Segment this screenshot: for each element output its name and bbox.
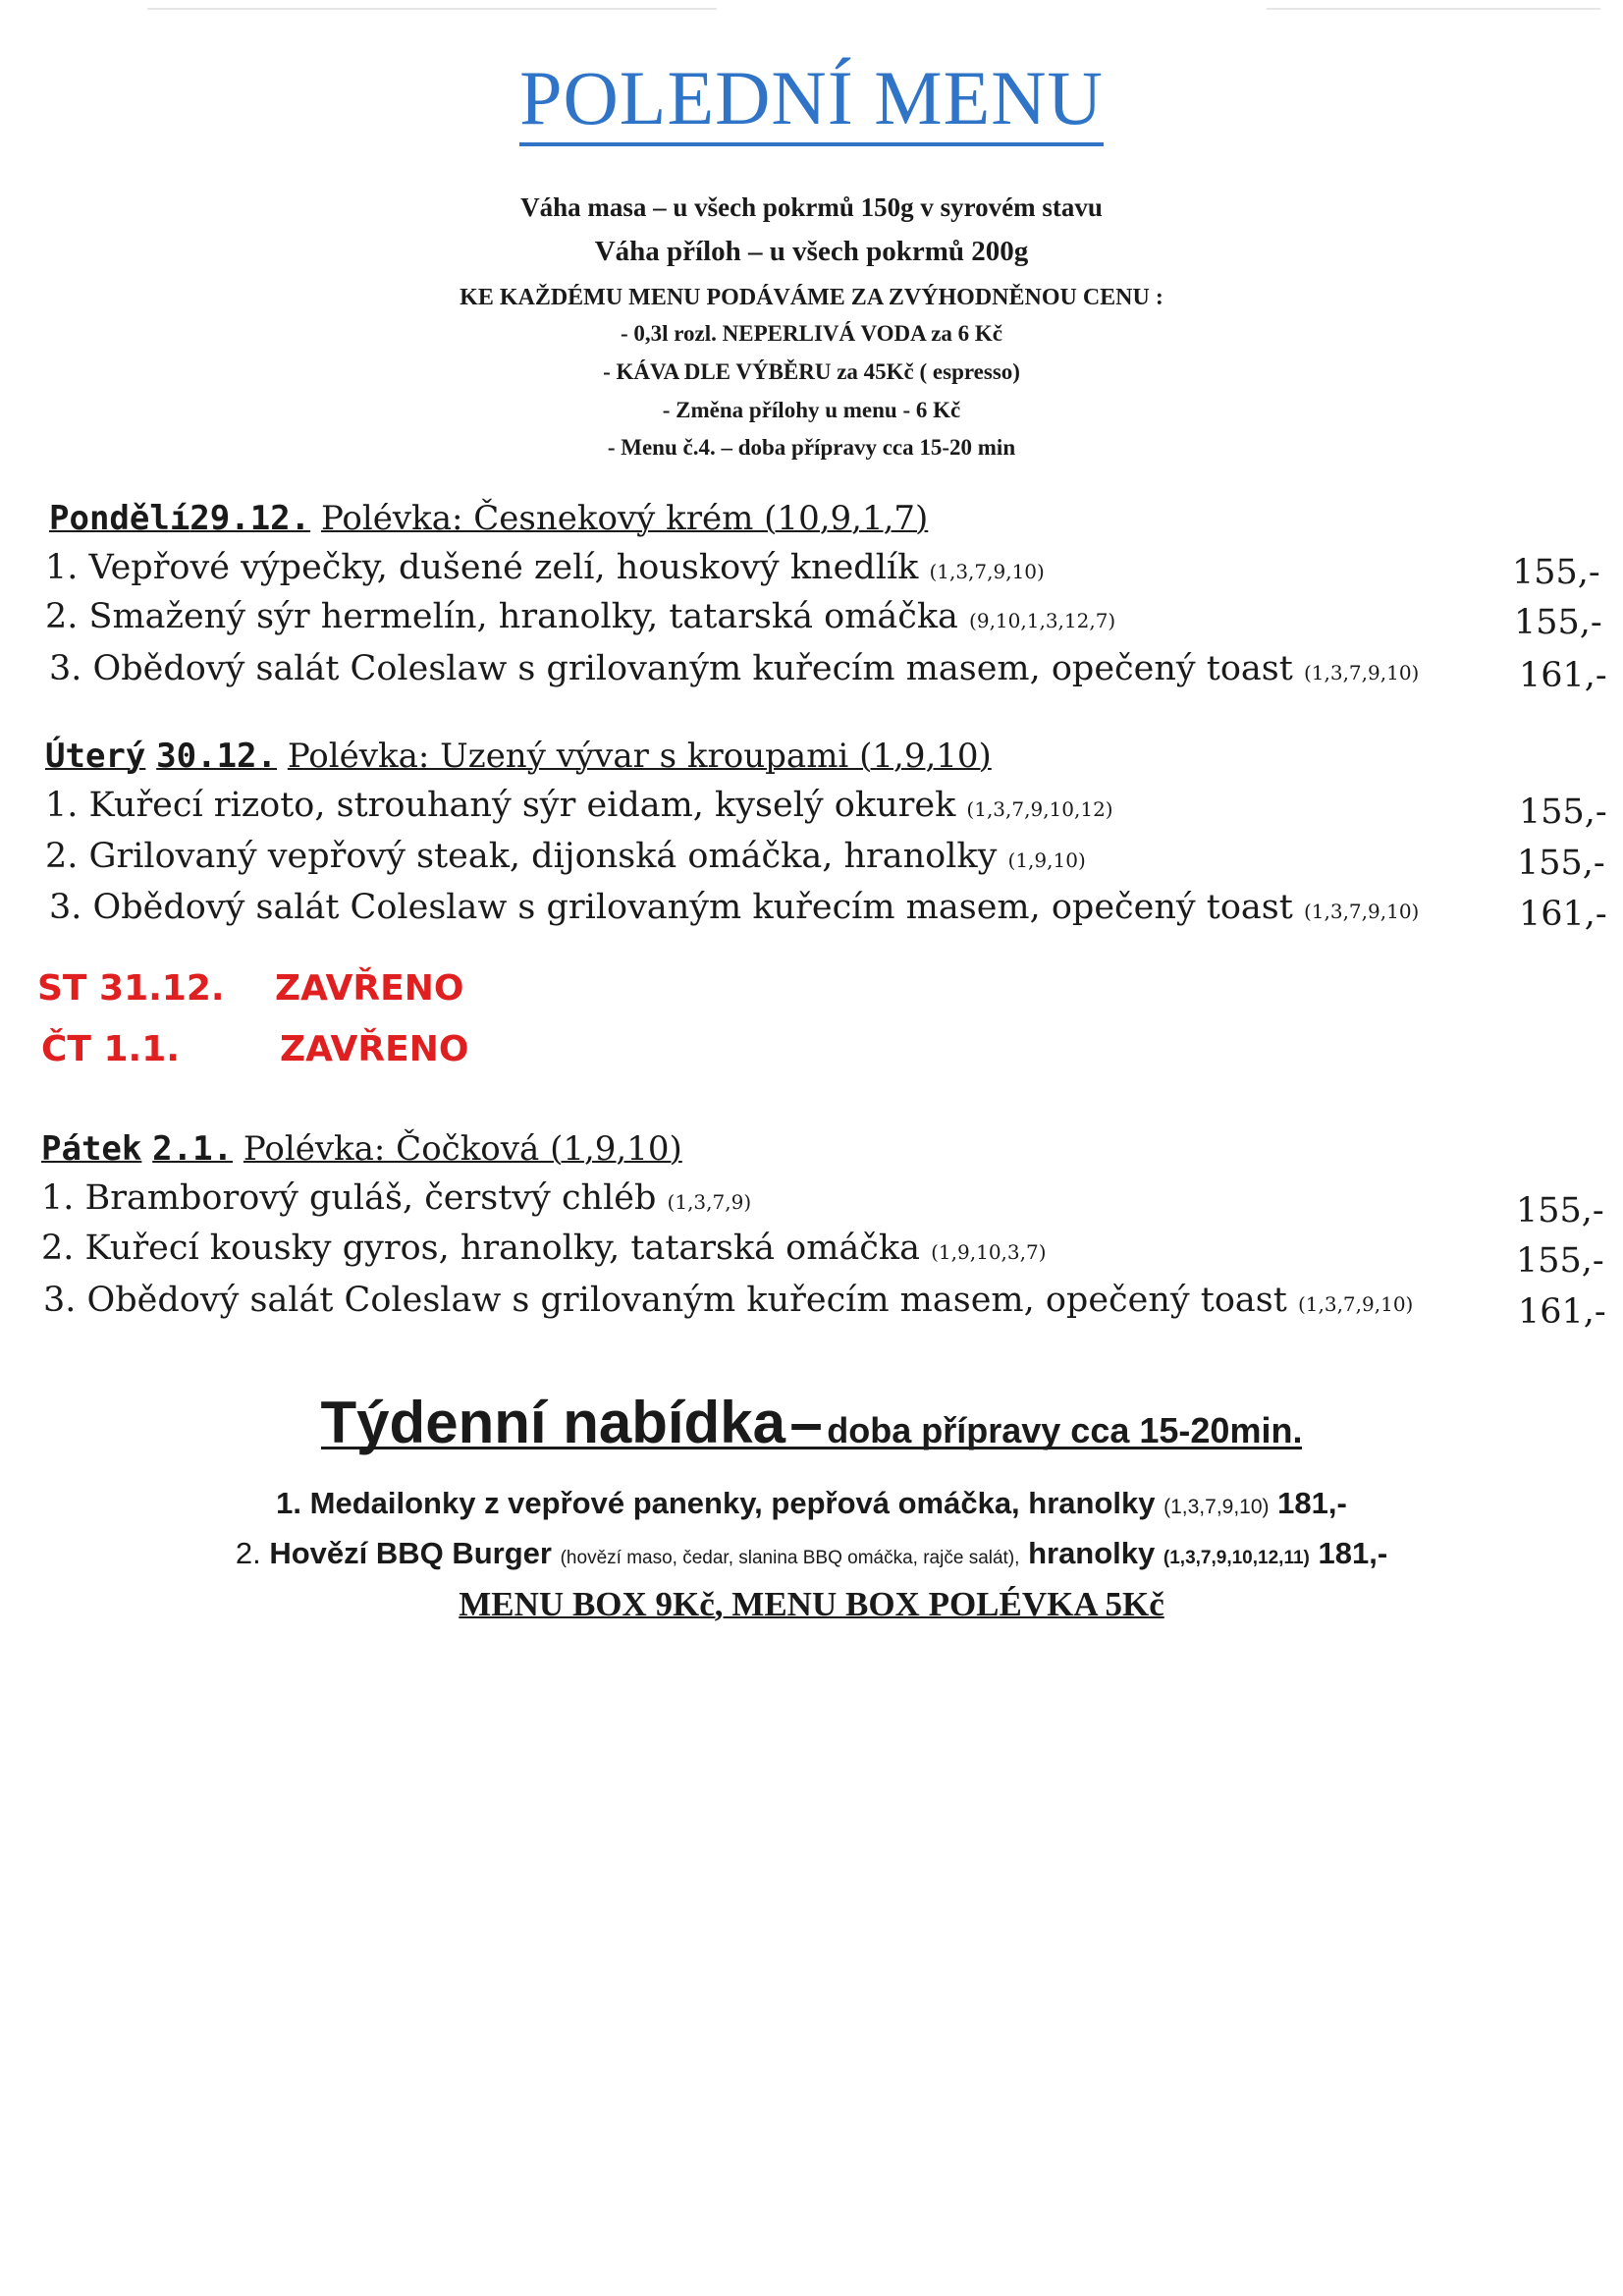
tuesday-price-1: 155,- xyxy=(1519,793,1607,832)
friday-heading xyxy=(41,1129,682,1169)
friday-price-1: 155,- xyxy=(1516,1191,1604,1230)
monday-price-2: 155,- xyxy=(1514,603,1602,642)
info-coffee: - KÁVA DLE VÝBĚRU za 45Kč ( espresso) xyxy=(603,359,1020,384)
tuesday-price-2: 155,- xyxy=(1517,844,1605,883)
monday-heading xyxy=(49,499,928,538)
scan-line-right xyxy=(1267,8,1600,10)
monday-day: Pondělí xyxy=(49,499,190,538)
monday-item-3: 3. Obědový salát Coleslaw s grilovaným kuřecím masem, opečený toast (1,3,7,9,10) xyxy=(49,649,1420,688)
closed-day-thursday: ČT 1.1. xyxy=(41,1029,180,1069)
info-meat-weight: Váha masa – u všech pokrmů 150g v syrovém stavu xyxy=(520,192,1103,222)
weekly-item-2: 2. Hovězí BBQ Burger (hovězí maso, čedar, slanina BBQ omáčka, rajče salát), hranolky (1,3,7,9,10,12,11) 181,- xyxy=(235,1536,1388,1570)
monday-price-3: 161,- xyxy=(1519,656,1607,695)
friday-soup: Polévka: Čočková (1,9,10) xyxy=(243,1129,682,1169)
tuesday-day: Úterý xyxy=(45,737,146,776)
weekly-item-1: 1. Medailonky z vepřové panenky, pepřová omáčka, hranolky (1,3,7,9,10) 181,- xyxy=(276,1486,1347,1520)
info-menu4: - Menu č.4. – doba přípravy cca 15-20 min xyxy=(607,435,1016,460)
friday-item-3: 3. Obědový salát Coleslaw s grilovaným kuřecím masem, opečený toast (1,3,7,9,10) xyxy=(43,1281,1414,1320)
monday-item-1: 1. Vepřové výpečky, dušené zelí, houskový knedlík (1,3,7,9,10) xyxy=(45,548,1045,587)
info-water: - 0,3l rozl. NEPERLIVÁ VODA za 6 Kč xyxy=(620,321,1003,346)
tuesday-heading xyxy=(45,737,992,776)
page-title: POLEDNÍ MENU xyxy=(0,54,1623,142)
monday-date: 29.12. xyxy=(189,499,311,538)
scan-line-left xyxy=(147,8,717,10)
closed-status-thursday: ZAVŘENO xyxy=(280,1029,469,1069)
info-side-weight: Váha příloh – u všech pokrmů 200g xyxy=(594,236,1029,267)
weekly-subtitle: doba přípravy cca 15-20min. xyxy=(827,1410,1303,1450)
tuesday-date: 30.12. xyxy=(156,737,277,776)
info-offer-heading: KE KAŽDÉMU MENU PODÁVÁME ZA ZVÝHODNĚNOU CENU : xyxy=(460,285,1163,310)
weekly-heading xyxy=(0,1389,1623,1456)
tuesday-soup: Polévka: Uzený vývar s kroupami (1,9,10) xyxy=(287,737,992,776)
info-side-change: - Změna přílohy u menu - 6 Kč xyxy=(662,398,961,422)
tuesday-item-1: 1. Kuřecí rizoto, strouhaný sýr eidam, kyselý okurek (1,3,7,9,10,12) xyxy=(45,786,1113,825)
menu-box-note: MENU BOX 9Kč, MENU BOX POLÉVKA 5Kč xyxy=(459,1585,1164,1623)
tuesday-price-3: 161,- xyxy=(1519,895,1607,934)
weekly-title: Týdenní nabídka xyxy=(320,1390,785,1455)
friday-item-1: 1. Bramborový guláš, čerstvý chléb (1,3,7,9) xyxy=(41,1178,752,1218)
friday-day: Pátek xyxy=(41,1129,142,1169)
friday-price-2: 155,- xyxy=(1516,1241,1604,1281)
tuesday-item-3: 3. Obědový salát Coleslaw s grilovaným kuřecím masem, opečený toast (1,3,7,9,10) xyxy=(49,888,1420,927)
closed-day-wednesday: ST 31.12. xyxy=(37,968,225,1009)
monday-soup: Polévka: Česnekový krém (10,9,1,7) xyxy=(320,499,929,538)
friday-price-3: 161,- xyxy=(1518,1292,1606,1332)
monday-item-2: 2. Smažený sýr hermelín, hranolky, tatarská omáčka (9,10,1,3,12,7) xyxy=(45,597,1116,636)
tuesday-item-2: 2. Grilovaný vepřový steak, dijonská omáčka, hranolky (1,9,10) xyxy=(45,837,1086,876)
monday-price-1: 155,- xyxy=(1512,553,1600,592)
friday-item-2: 2. Kuřecí kousky gyros, hranolky, tatarská omáčka (1,9,10,3,7) xyxy=(41,1229,1047,1268)
weekly-dash: – xyxy=(789,1390,823,1455)
closed-status-wednesday: ZAVŘENO xyxy=(275,968,464,1009)
friday-date: 2.1. xyxy=(152,1129,234,1169)
